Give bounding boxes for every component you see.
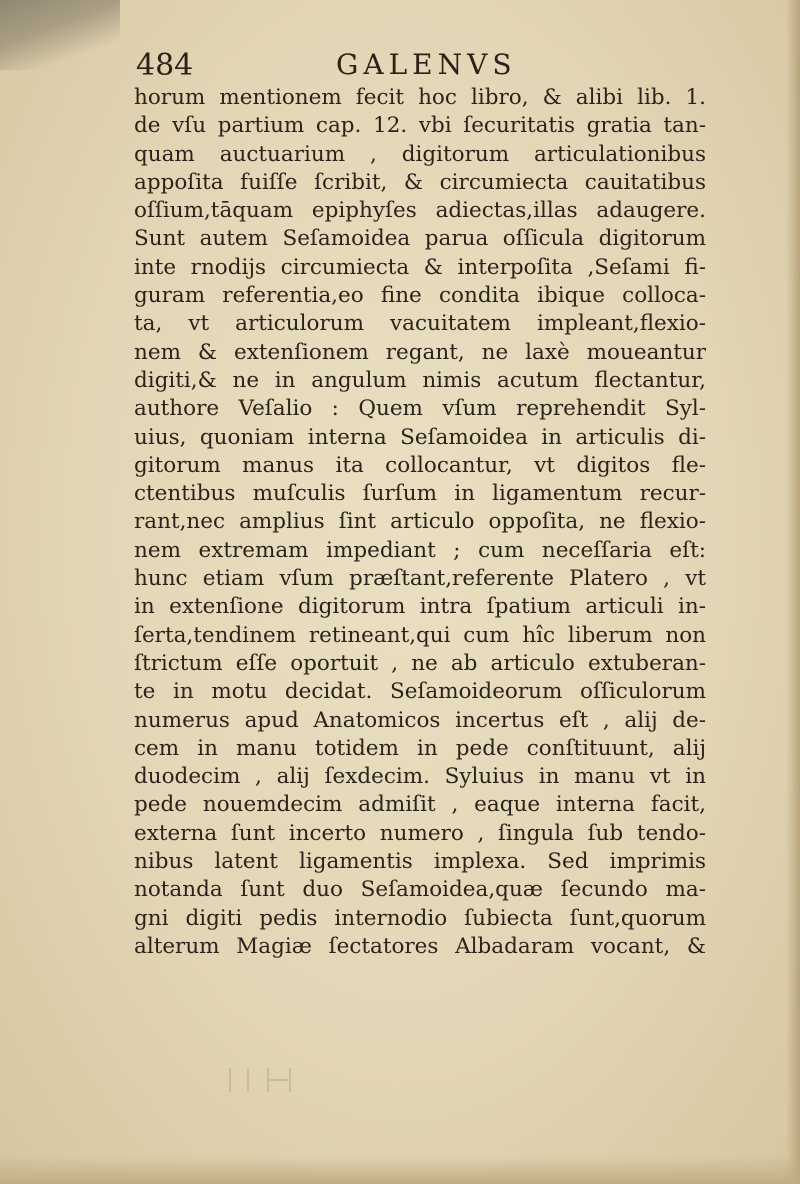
text-line: rant,nec amplius ſint articulo oppoſita, ne flexio- [134,509,706,535]
text-line: ta, vt articulorum vacuitatem impleant,flexio- [134,311,706,337]
running-head: GALENVS [336,48,517,81]
text-line: pede nouemdecim admiſit , eaque interna facit, [134,792,706,818]
text-line: digiti,& ne in angulum nimis acutum flectantur, [134,367,706,393]
text-line: hunc etiam vſum præſtant,referente Platero , vt [134,566,706,592]
text-line: ſtrictum eſſe oportuit , ne ab articulo extuberan- [134,650,706,676]
corner-shadow [0,0,120,70]
text-line: nem extremam impediant ; cum neceſſaria eſt: [134,537,706,563]
text-line: authore Veſalio : Quem vſum reprehendit Syl- [134,396,706,422]
text-line: uius, quoniam interna Seſamoidea in articulis di- [134,424,706,450]
text-line: Sunt autem Seſamoidea parua oſſicula digitorum [134,226,706,252]
show-through-glyphs [224,1062,314,1098]
text-line: guram referentia,eo fine condita ibique colloca- [134,283,706,309]
text-line: gitorum manus ita collocantur, vt digitos fle- [134,452,706,478]
text-line: quam auctuarium , digitorum articulationibus [134,141,706,167]
text-line: oſſium,tāquam epiphyſes adiectas,illas adaugere. [134,198,706,224]
text-line: appoſita fuiſſe ſcribit, & circumiecta cauitatibus [134,169,706,195]
show-through-mark [224,1062,324,1106]
text-line: de vſu partium cap. 12. vbi ſecuritatis gratia tan- [134,113,706,139]
text-line: gni digiti pedis internodio ſubiecta ſunt,quorum [134,905,706,931]
text-line: nibus latent ligamentis implexa. Sed imprimis [134,849,706,875]
text-line: in extenſione digitorum intra ſpatium articuli in- [134,594,706,620]
text-line: te in motu decidat. Seſamoideorum oſſiculorum [134,679,706,705]
text-line: externa ſunt incerto numero , ſingula ſub tendo- [134,820,706,846]
text-line: notanda ſunt duo Seſamoidea,quæ ſecundo ma- [134,877,706,903]
page-header [136,40,696,84]
page-edge-bottom [0,1156,800,1184]
text-line: alterum Magiæ ſectatores Albadaram vocant, & [134,933,706,959]
body-text [134,84,706,961]
page-edge-right [786,0,800,1184]
text-line: inte rnodijs circumiecta & interpoſita ,Seſami fi- [134,254,706,280]
text-line: ſerta,tendinem retineant,qui cum hîc liberum non [134,622,706,648]
text-line: numerus apud Anatomicos incertus eſt , alij de- [134,707,706,733]
text-line: nem & extenſionem regant, ne laxè moueantur [134,339,706,365]
text-line: horum mentionem fecit hoc libro, & alibi lib. 1. [134,85,706,110]
page-number: 484 [136,48,194,83]
text-line: ctentibus muſculis ſurſum in ligamentum recur- [134,481,706,507]
text-line: cem in manu totidem in pede conſtituunt, alij [134,735,706,761]
text-line: duodecim , alij ſexdecim. Syluius in manu vt in [134,764,706,790]
